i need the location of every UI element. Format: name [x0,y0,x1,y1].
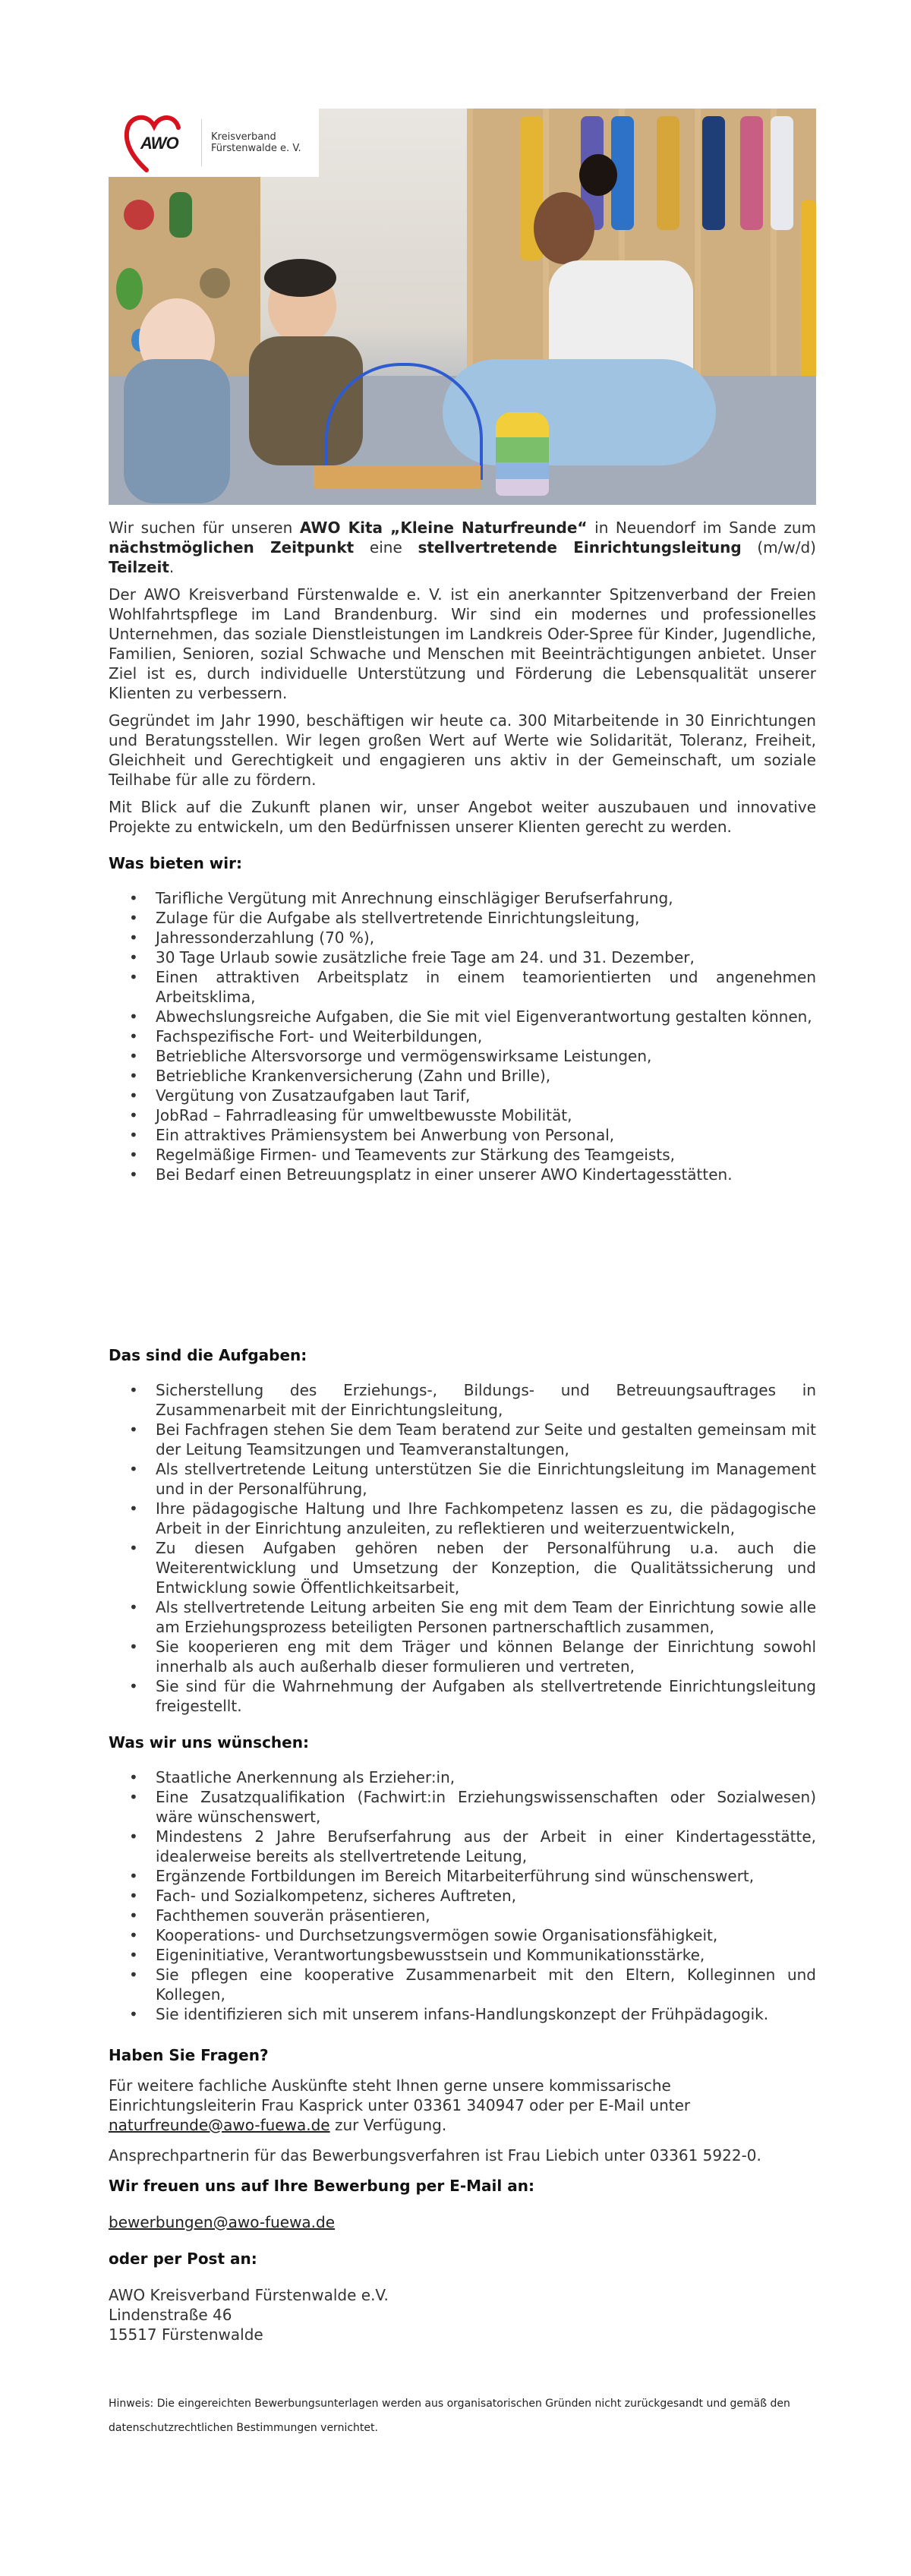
list-item: • Zulage für die Aufgabe als stellvertretende Einrichtungsleitung, [156,908,816,928]
list-item: • Vergütung von Zusatzaufgaben laut Tarif, [156,1086,816,1105]
list-item: • Betriebliche Altersvorsorge und vermögenswirksame Leistungen, [156,1046,816,1066]
list-item: • Sie identifizieren sich mit unserem infans-Handlungskonzept der Frühpädagogik. [156,2004,816,2024]
tasks-heading: Das sind die Aufgaben: [109,1346,307,1364]
list-item: • Sie sind für die Wahrnehmung der Aufgaben als stellvertretende Einrichtungsleitung freigestellt. [156,1676,816,1716]
awo-logo-mark [124,112,192,173]
hero-baby-right-hair [264,259,336,297]
list-item: • Ergänzende Fortbildungen im Bereich Mitarbeiterführung sind wünschenswert, [156,1866,816,1886]
list-item: • Abwechslungsreiche Aufgaben, die Sie mit viel Eigenverantwortung gestalten können, [156,1007,816,1026]
application-email-link[interactable]: bewerbungen@awo-fuewa.de [109,2213,336,2231]
hero-bead-maze-base [314,465,481,488]
contact-text: Für weitere fachliche Auskünfte steht Ihnen gerne unsere kommissarische Einrichtungsleiterin Frau Kasprick unter 03361 340947 oder per E-Mail unter [109,2076,691,2114]
list-item: • Fachspezifische Fort- und Weiterbildungen, [156,1026,816,1046]
awo-logo-wordmark: AWO [140,134,178,153]
list-item: • Zu diesen Aufgaben gehören neben der Personalführung u.a. auch die Weiterentwicklung und Umsetzung der Konzeption, die Qualitätssicherung und Entwicklung sowie Öffentlichkeitsarbeit, [156,1538,816,1597]
logo-divider [201,119,202,166]
address-line-city: 15517 Fürstenwalde [109,2325,263,2344]
application-contact-paragraph: Ansprechpartnerin für das Bewerbungsverfahren ist Frau Liebich unter 03361 5922-0. [109,2146,761,2165]
wishes-heading: Was wir uns wünschen: [109,1733,309,1751]
privacy-note: Hinweis: Die eingereichten Bewerbungsunterlagen werden aus organisatorischen Gründen nicht zurückgesandt und gemäß den datenschutzrechtlichen Bestimmungen vernichtet. [109,2398,790,2434]
list-item: • Als stellvertretende Leitung arbeiten Sie eng mit dem Team der Einrichtung sowie alle am Erziehungsprozess beteiligten Personen partnerschaftlich zusammen, [156,1597,816,1637]
list-item: • Sicherstellung des Erziehungs-, Bildungs- und Betreuungsauftrages in Zusammenarbeit mit der Einrichtungsleitung, [156,1380,816,1420]
list-item: • Bei Bedarf einen Betreuungsplatz in einer unserer AWO Kindertagesstätten. [156,1165,816,1184]
job-posting [109,109,816,2440]
list-item: • Regelmäßige Firmen- und Teamevents zur Stärkung des Teamgeists, [156,1145,816,1165]
list-item: • 30 Tage Urlaub sowie zusätzliche freie Tage am 24. und 31. Dezember, [156,947,816,967]
job-title: stellvertretende Einrichtungsleitung [418,538,742,557]
hero-image [109,109,816,505]
address-line-org: AWO Kreisverband Fürstenwalde e.V. [109,2286,389,2304]
address-line-street: Lindenstraße 46 [109,2306,232,2324]
list-item: • Fach- und Sozialkompetenz, sicheres Auftreten, [156,1886,816,1906]
list-item: • Fachthemen souverän präsentieren, [156,1906,816,1925]
intro-text: in Neuendorf im Sande zum [587,519,816,537]
intro-text: Wir suchen für unseren [109,519,300,537]
future-paragraph: Mit Blick auf die Zukunft planen wir, unser Angebot weiter auszubauen und innovative Projekte zu entwickeln, um den Bedürfnissen unserer Klienten gerecht zu werden. [109,798,816,836]
intro-paragraph [109,518,816,577]
apply-email-paragraph [109,2212,816,2232]
list-item: • Mindestens 2 Jahre Berufserfahrung aus der Arbeit in einer Kindertagesstätte, idealerweise bereits als stellvertretende Leitung, [156,1827,816,1866]
intro-text: . [169,558,175,576]
questions-heading: Haben Sie Fragen? [109,2046,269,2064]
contact-text: zur Verfügung. [329,2116,447,2134]
blank-space [109,1184,816,1345]
offers-list [109,888,816,1184]
about-paragraph: Der AWO Kreisverband Fürstenwalde e. V. ist ein anerkannter Spitzenverband der Freien Wohlfahrtspflege im Land Brandenburg. Wir sind ein modernes und professionelles Unternehmen, das soziale Dienstleistungen im Landkreis Oder-Spree für Kinder, Jugendliche, Familien, Senioren, sozial Schwache und Menschen mit Beeinträchtigungen anbietet. Unser Ziel ist es, durch individuelle Unterstützung und Förderung die Lebensqualität unserer Klienten zu verbessern. [109,585,816,702]
contact-section [109,2076,816,2165]
list-item: • Bei Fachfragen stehen Sie dem Team beratend zur Seite und gestalten gemeinsam mit der Leitung Teamsitzungen und Teamveranstaltungen, [156,1420,816,1459]
wishes-list [109,1767,816,2024]
apply-email-heading: Wir freuen uns auf Ihre Bewerbung per E-Mail an: [109,2177,534,2195]
list-item: • Sie pflegen eine kooperative Zusammenarbeit mit den Eltern, Kolleginnen und Kollegen, [156,1965,816,2004]
list-item: • Betriebliche Krankenversicherung (Zahn und Brille), [156,1066,816,1086]
list-item: • Staatliche Anerkennung als Erzieher:in, [156,1767,816,1787]
list-item: • Ihre pädagogische Haltung und Ihre Fachkompetenz lassen es zu, die pädagogische Arbeit in der Einrichtung anzuleiten, zu reflektieren und weiterzuentwickeln, [156,1499,816,1538]
hero-teacher [534,192,594,264]
list-item: • Kooperations- und Durchsetzungsvermögen sowie Organisationsfähigkeit, [156,1925,816,1945]
intro-text: (m/w/d) [741,538,816,557]
logo-org-line1: Kreisverband [211,131,276,143]
list-item: • Sie kooperieren eng mit dem Träger und können Belange der Einrichtung sowohl innerhalb als auch außerhalb dieser formulieren und vertreten, [156,1637,816,1676]
hero-teacher-jeans [443,359,716,465]
employment-type: Teilzeit [109,558,169,576]
postal-address [109,2285,816,2344]
list-item: • Jahressonderzahlung (70 %), [156,928,816,947]
kita-name: AWO Kita „Kleine Naturfreunde“ [299,519,588,537]
awo-logo [109,109,319,177]
history-paragraph: Gegründet im Jahr 1990, beschäftigen wir heute ca. 300 Mitarbeitende in 30 Einrichtungen und Beratungsstellen. Wir legen großen Wert auf Werte wie Solidarität, Toleranz, Freiheit, Gleichheit und Gerechtigkeit und engagieren uns aktiv in der Gemeinschaft, um soziale Teilhabe für alle zu fördern. [109,711,816,789]
apply-post-heading: oder per Post an: [109,2250,257,2268]
logo-org-line2: Fürstenwalde e. V. [211,143,301,154]
intro-text: eine [354,538,418,557]
list-item: • Tarifliche Vergütung mit Anrechnung einschlägiger Berufserfahrung, [156,888,816,908]
hero-stacking-toy [496,412,549,496]
contact-paragraph [109,2076,816,2135]
list-item: • Eigeninitiative, Verantwortungsbewusstsein und Kommunikationsstärke, [156,1945,816,1965]
list-item: • Als stellvertretende Leitung unterstützen Sie die Einrichtungsleitung im Management und in der Personalführung, [156,1459,816,1499]
list-item: • JobRad – Fahrradleasing für umweltbewusste Mobilität, [156,1105,816,1125]
offers-heading: Was bieten wir: [109,854,242,872]
logo-org-name [211,131,301,154]
tasks-list [109,1380,816,1716]
list-item: • Ein attraktives Prämiensystem bei Anwerbung von Personal, [156,1125,816,1145]
kita-email-link[interactable]: naturfreunde@awo-fuewa.de [109,2116,330,2134]
list-item: • Einen attraktiven Arbeitsplatz in einem teamorientierten und angenehmen Arbeitsklima, [156,967,816,1007]
start-date: nächstmöglichen Zeitpunkt [109,538,355,557]
list-item: • Eine Zusatzqualifikation (Fachwirt:in Erziehungswissenschaften oder Sozialwesen) wäre wünschenswert, [156,1787,816,1827]
hero-baby-left-body [124,359,230,503]
hero-teacher-hair [579,154,617,196]
